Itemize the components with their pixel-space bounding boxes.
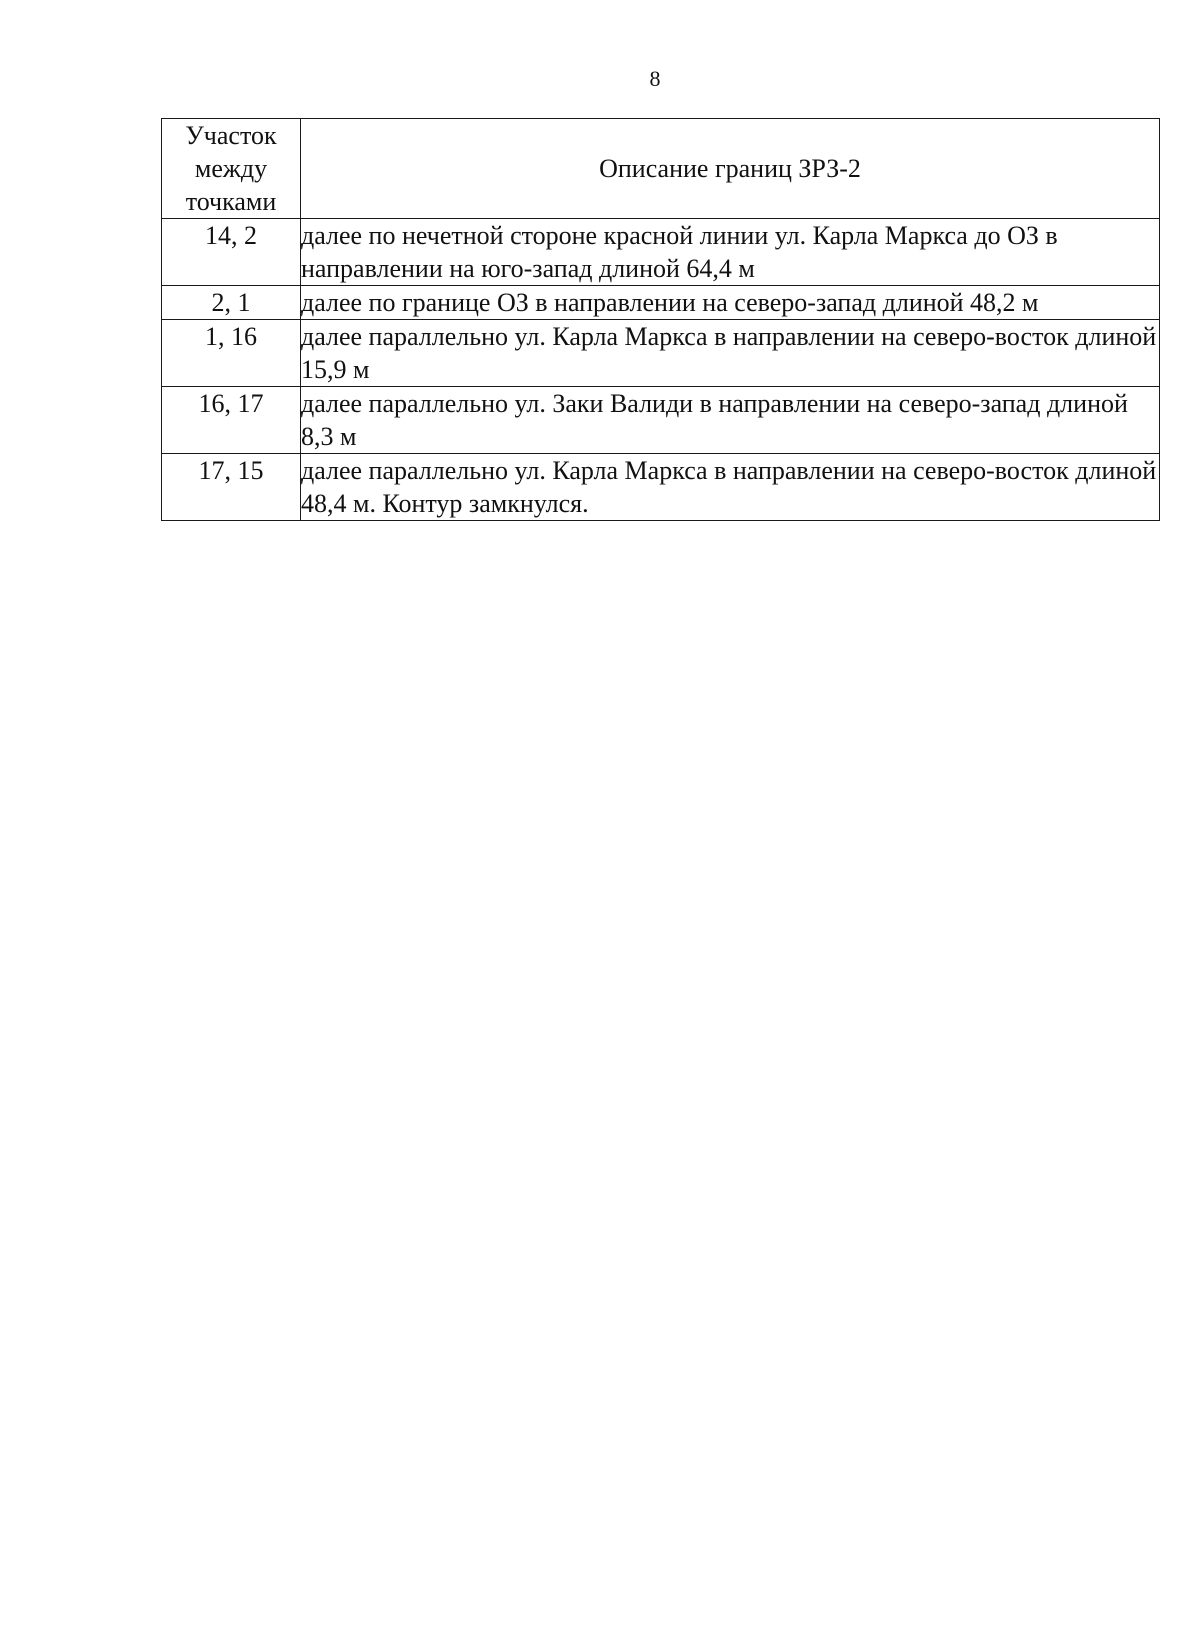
row-segment: 16, 17 (162, 387, 301, 454)
header-segment-line-3: точками (185, 187, 277, 216)
table-row (162, 219, 1160, 286)
table-header-row (162, 119, 1160, 219)
row-description: далее по границе ОЗ в направлении на северо-запад длиной 48,2 м (301, 286, 1160, 320)
header-segment-line-2: между (194, 154, 268, 183)
table-row (162, 387, 1160, 454)
row-segment: 14, 2 (162, 219, 301, 286)
header-segment-line-1: Участок (185, 121, 277, 150)
table-row (162, 320, 1160, 387)
row-segment: 17, 15 (162, 454, 301, 521)
table-row (162, 454, 1160, 521)
row-segment: 1, 16 (162, 320, 301, 387)
boundary-table (161, 118, 1160, 521)
row-segment: 2, 1 (162, 286, 301, 320)
header-segment (162, 119, 301, 219)
header-description: Описание границ ЗРЗ-2 (301, 119, 1160, 219)
row-description: далее по нечетной стороне красной линии ул. Карла Маркса до ОЗ в направлении на юго-запад длиной 64,4 м (301, 219, 1160, 286)
row-description: далее параллельно ул. Заки Валиди в направлении на северо-запад длиной 8,3 м (301, 387, 1160, 454)
table-row (162, 286, 1160, 320)
page-number: 8 (649, 66, 661, 91)
row-description: далее параллельно ул. Карла Маркса в направлении на северо-восток длиной 48,4 м. Контур замкнулся. (301, 454, 1160, 521)
row-description: далее параллельно ул. Карла Маркса в направлении на северо-восток длиной 15,9 м (301, 320, 1160, 387)
